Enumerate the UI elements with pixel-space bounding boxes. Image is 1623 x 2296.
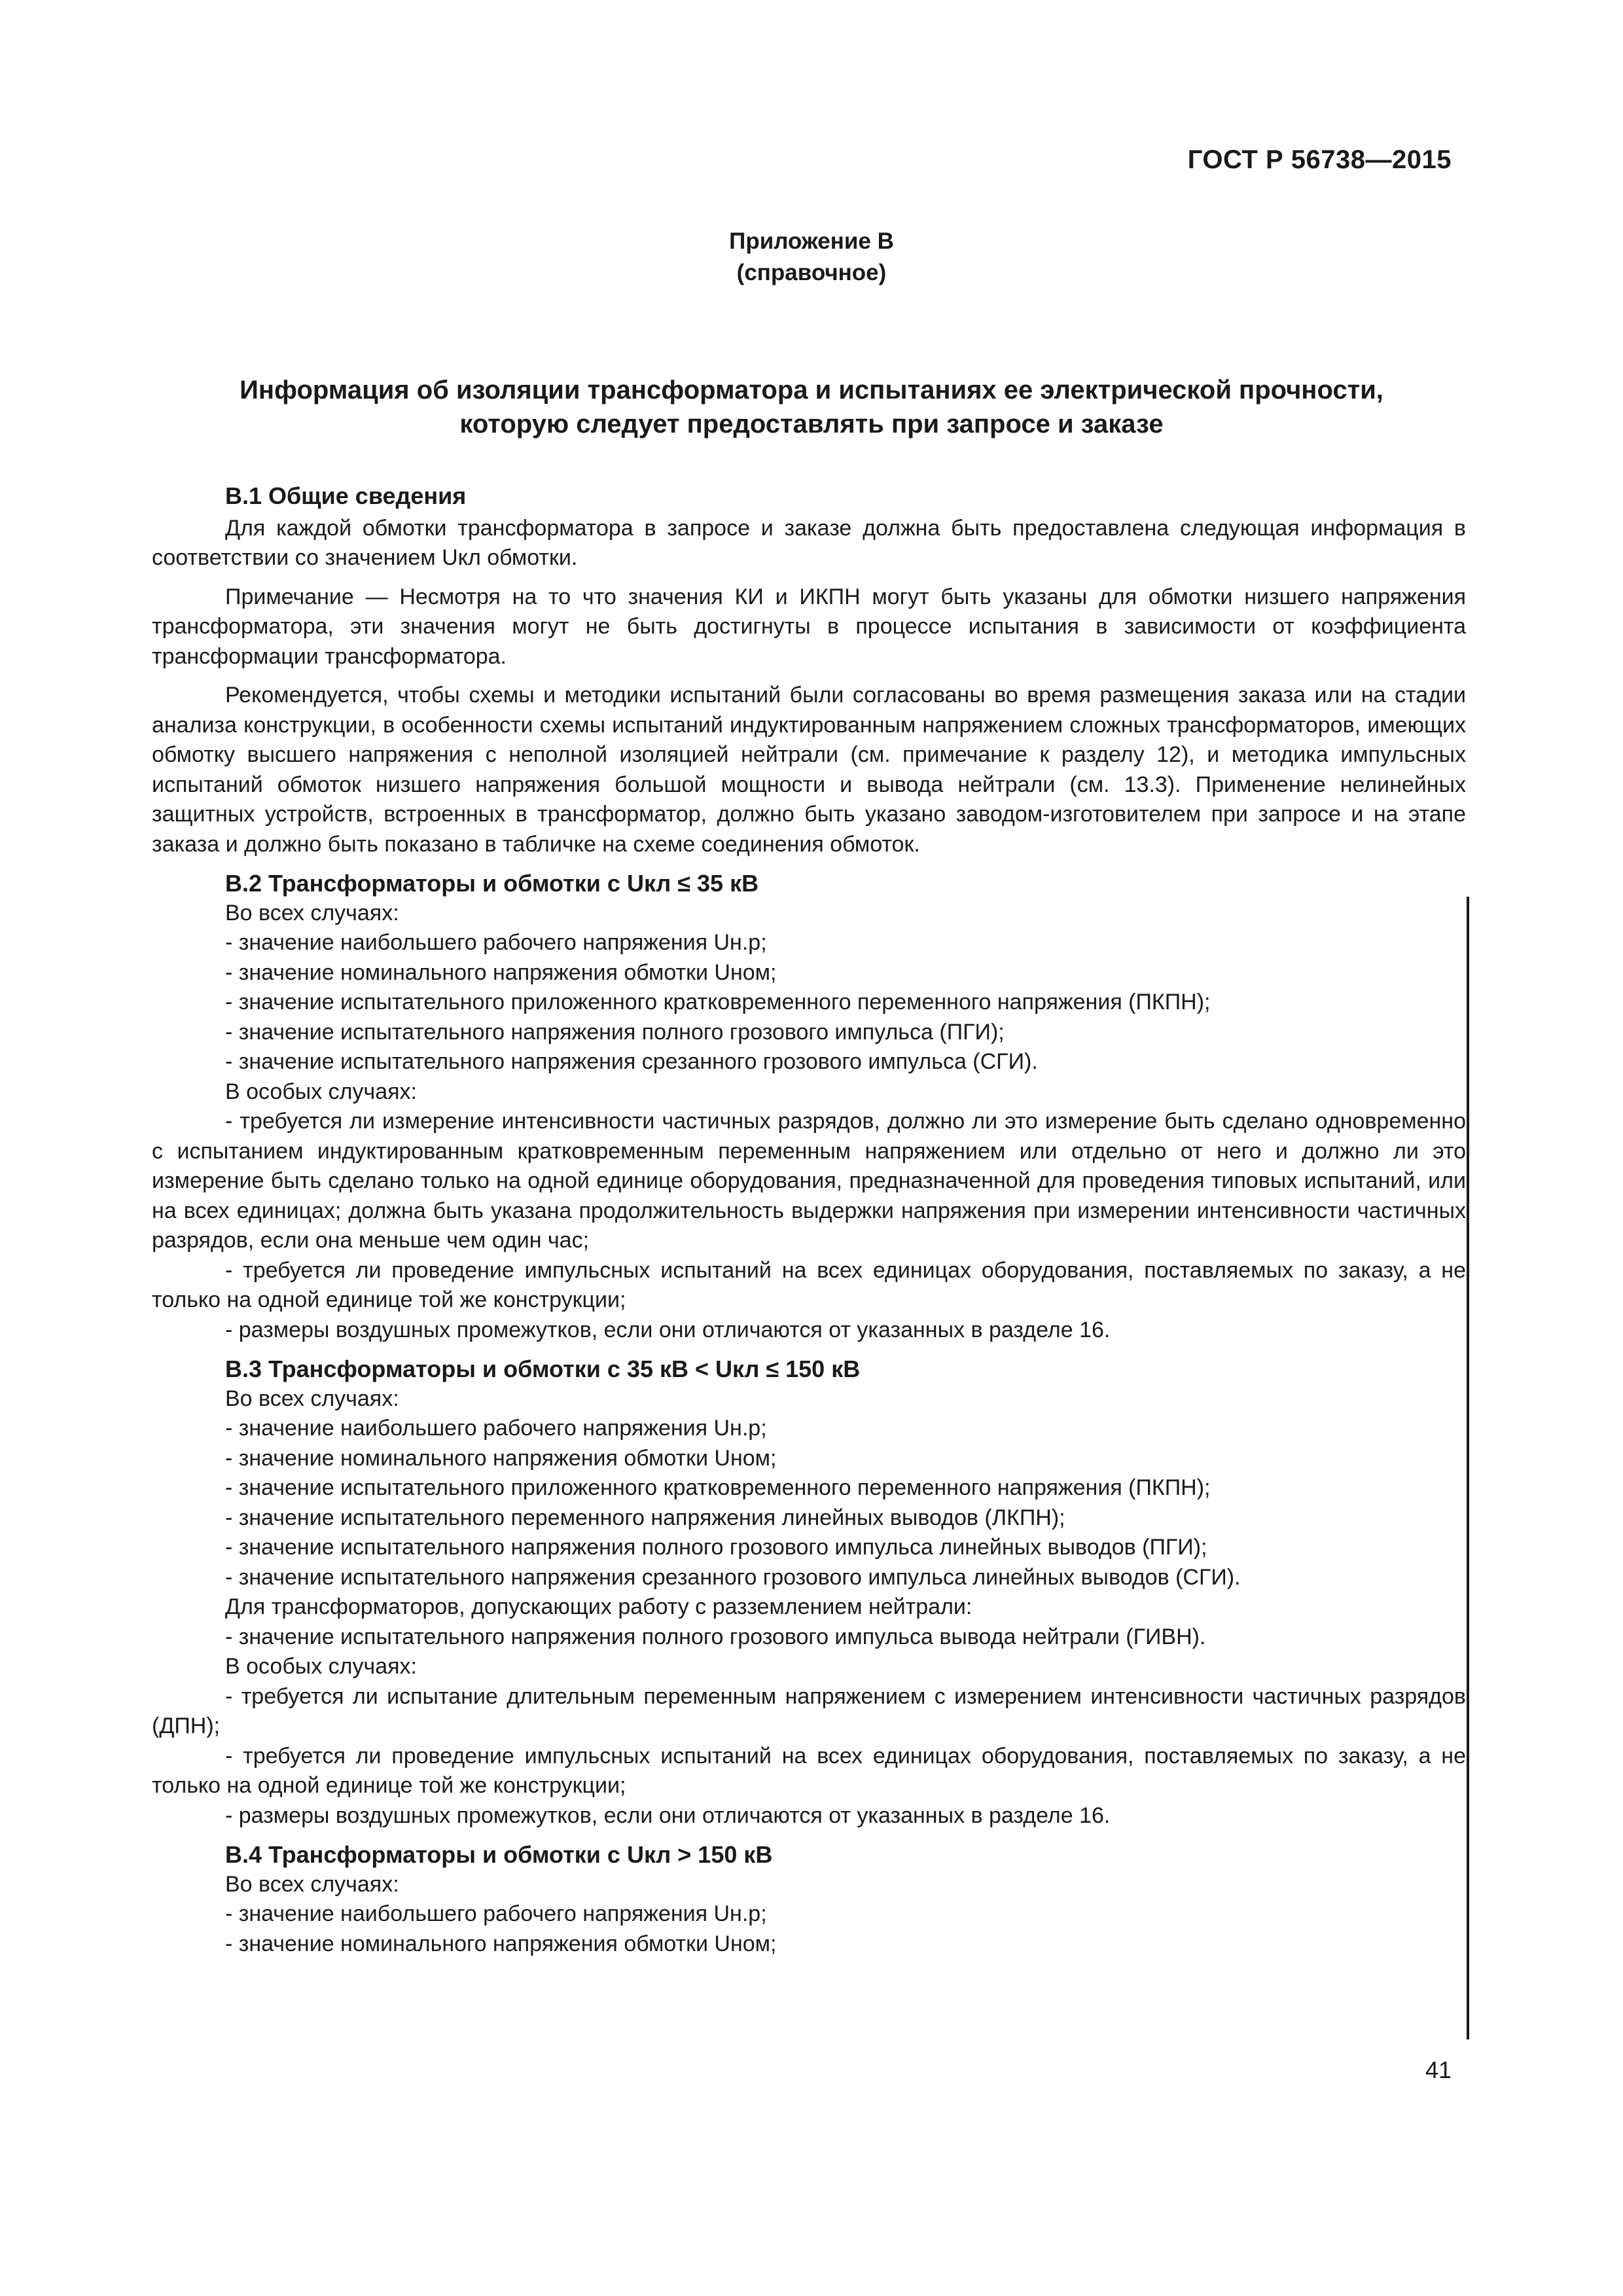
list-item: - требуется ли проведение импульсных испытаний на всех единицах оборудования, поставляемых по заказу, а не только на одной единице той же конструкции; bbox=[152, 1257, 1466, 1312]
paragraph: Рекомендуется, чтобы схемы и методики испытаний были согласованы во время размещения заказа или на стадии анализа конструкции, в особенности схемы испытаний индуктированным напряжением сложных трансформаторов, имеющих обмотку высшего напряжения с неполной изоляцией нейтрали (см. примечание к разделу 12), и методика импульсных испытаний обмоток низшего напряжения большой мощности и вывода нейтрали (см. 13.3). Применение нелинейных защитных устройств, встроенных в трансформатор, должно быть указано заводом-изготовителем при запросе и на этапе заказа и должно быть показано в табличке на схеме соединения обмоток. bbox=[152, 683, 1466, 857]
document-title bbox=[0, 373, 1623, 441]
list-item: - требуется ли измерение интенсивности частичных разрядов, должно ли это измерение быть сделано одновременно с испытанием индуктированным кратковременным переменным напряжением или отдельно от него и должно ли это измерение быть сделано только на одной единице оборудования, предназначенной для проведения типовых испытаний, или на всех единицах; должна быть указана продолжительность выдержки напряжения при измерении интенсивности частичных разрядов, если она меньше чем один час; bbox=[152, 1109, 1466, 1253]
list-item: - значение наибольшего рабочего напряжения Uн.р; bbox=[225, 930, 767, 955]
neutral-intro: Для трансформаторов, допускающих работу с разземлением нейтрали: bbox=[225, 1594, 972, 1619]
list-item: - значение испытательного напряжения полного грозового импульса линейных выводов (ПГИ); bbox=[225, 1535, 1207, 1560]
list-item: - значение испытательного приложенного кратковременного переменного напряжения (ПКПН); bbox=[225, 990, 1211, 1014]
main-content bbox=[152, 481, 1466, 1959]
all-cases-label: Во всех случаях: bbox=[225, 1871, 399, 1897]
list-item: - требуется ли испытание длительным переменным напряжением с измерением интенсивности частичных разрядов (ДПН); bbox=[152, 1683, 1466, 1738]
section-heading-b3: В.3 Трансформаторы и обмотки с 35 кВ < Uкл ≤ 150 кВ bbox=[225, 1355, 861, 1382]
list-item: - размеры воздушных промежутков, если они отличаются от указанных в разделе 16. bbox=[225, 1803, 1111, 1828]
special-cases-label: В особых случаях: bbox=[225, 1654, 418, 1679]
list-item: - значение наибольшего рабочего напряжения Uн.р; bbox=[225, 1901, 767, 1926]
section-heading-b4: В.4 Трансформаторы и обмотки с Uкл > 150 кВ bbox=[225, 1841, 773, 1868]
title-line-2: которую следует предоставлять при запросе и заказе bbox=[459, 410, 1164, 439]
all-cases-label: Во всех случаях: bbox=[225, 900, 399, 925]
section-heading-b1: В.1 Общие сведения bbox=[225, 482, 467, 509]
list-item: - значение испытательного напряжения срезанного грозового импульса линейных выводов (СГИ). bbox=[225, 1564, 1241, 1590]
list-item: - требуется ли проведение импульсных испытаний на всех единицах оборудования, поставляемых по заказу, а не только на одной единице той же конструкции; bbox=[152, 1743, 1466, 1798]
note-paragraph: Примечание — Несмотря на то что значения КИ и ИКПН могут быть указаны для обмотки низшего напряжения трансформатора, эти значения могут не быть достигнуты в процессе испытания в зависимости от коэффициента трансформации трансформатора. bbox=[152, 584, 1466, 669]
all-cases-label: Во всех случаях: bbox=[225, 1386, 399, 1411]
list-item: - значение испытательного напряжения полного грозового импульса вывода нейтрали (ГИВН). bbox=[225, 1624, 1206, 1649]
list-item: - значение испытательного переменного напряжения линейных выводов (ЛКПН); bbox=[225, 1505, 1065, 1530]
section-heading-b2: В.2 Трансформаторы и обмотки с Uкл ≤ 35 кВ bbox=[225, 870, 759, 897]
list-item: - значение наибольшего рабочего напряжения Uн.р; bbox=[225, 1416, 767, 1441]
list-item: - значение номинального напряжения обмотки Uном; bbox=[225, 960, 777, 985]
list-item: - значение испытательного напряжения срезанного грозового импульса (СГИ). bbox=[225, 1049, 1038, 1074]
list-item: - значение испытательного напряжения полного грозового импульса (ПГИ); bbox=[225, 1019, 1005, 1045]
list-item: - значение номинального напряжения обмотки Uном; bbox=[225, 1445, 777, 1471]
standard-designation: ГОСТ Р 56738—2015 bbox=[1187, 145, 1452, 174]
appendix-label bbox=[0, 226, 1623, 289]
list-item: - значение испытательного приложенного кратковременного переменного напряжения (ПКПН); bbox=[225, 1475, 1211, 1500]
special-cases-label: В особых случаях: bbox=[225, 1079, 418, 1104]
title-line-1: Информация об изоляции трансформатора и испытаниях ее электрической прочности, bbox=[240, 376, 1383, 404]
paragraph: Для каждой обмотки трансформатора в запросе и заказе должна быть предоставлена следующая информация в соответствии со значением Uкл обмотки. bbox=[152, 515, 1466, 570]
list-item: - размеры воздушных промежутков, если они отличаются от указанных в разделе 16. bbox=[225, 1317, 1111, 1342]
appendix-status: (справочное) bbox=[736, 260, 887, 285]
appendix-title: Приложение В bbox=[729, 228, 894, 254]
page-number: 41 bbox=[1425, 2056, 1452, 2083]
change-bar bbox=[1467, 897, 1469, 2039]
list-item: - значение номинального напряжения обмотки Uном; bbox=[225, 1931, 777, 1956]
